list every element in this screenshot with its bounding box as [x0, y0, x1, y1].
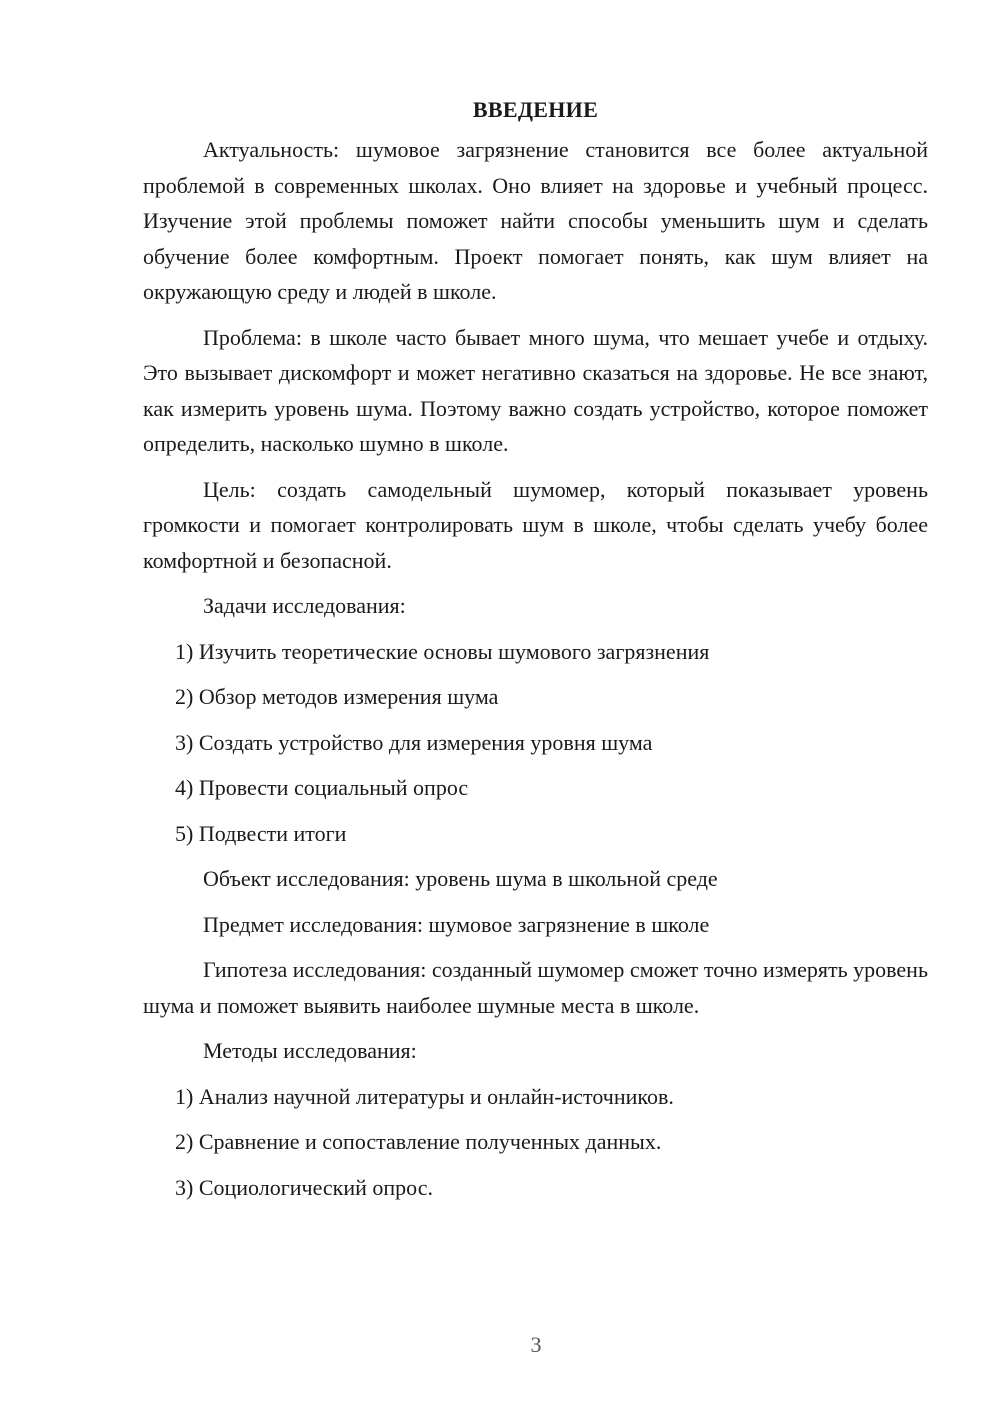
research-object: Объект исследования: уровень шума в школьной среде	[203, 866, 718, 891]
methods-heading: Методы исследования:	[203, 1038, 417, 1063]
research-subject: Предмет исследования: шумовое загрязнение в школе	[203, 911, 710, 937]
section-title: ВВЕДЕНИЕ	[472, 97, 599, 122]
task-item: 4) Провести социальный опрос	[175, 775, 469, 800]
task-item: 1) Изучить теоретические основы шумового загрязнения	[175, 638, 710, 664]
goal-paragraph: Цель: создать самодельный шумомер, который показывает уровень громкости и помогает контролировать шум в школе, чтобы сделать учебу более комфортной и безопасной.	[143, 476, 928, 573]
method-item: 1) Анализ научной литературы и онлайн-источников.	[175, 1083, 674, 1109]
task-item: 5) Подвести итоги	[175, 820, 347, 846]
page-number: 3	[530, 1332, 542, 1357]
problem-paragraph: Проблема: в школе часто бывает много шума, что мешает учебе и отдыху. Это вызывает дискомфорт и может негативно сказаться на здоровье. Не все знают, как измерить уровень шума. Поэтому важно создать устройство, которое поможет определить, насколько шумно в школе.	[143, 324, 928, 456]
tasks-heading: Задачи исследования:	[203, 593, 406, 618]
method-item: 2) Сравнение и сопоставление полученных данных.	[175, 1129, 662, 1154]
relevance-paragraph: Актуальность: шумовое загрязнение становится все более актуальной проблемой в современных школах. Оно влияет на здоровье и учебный процесс. Изучение этой проблемы поможет найти способы уменьшить шум и сделать обучение более комфортным. Проект помогает понять, как шум влияет на окружающую среду и людей в школе.	[143, 137, 928, 304]
document-page	[143, 92, 928, 1215]
task-item: 3) Создать устройство для измерения уровня шума	[175, 729, 653, 755]
method-item: 3) Социологический опрос.	[175, 1174, 433, 1200]
hypothesis-paragraph: Гипотеза исследования: созданный шумомер сможет точно измерять уровень шума и поможет выявить наиболее шумные места в школе.	[143, 957, 928, 1018]
task-item: 2) Обзор методов измерения шума	[175, 684, 499, 709]
